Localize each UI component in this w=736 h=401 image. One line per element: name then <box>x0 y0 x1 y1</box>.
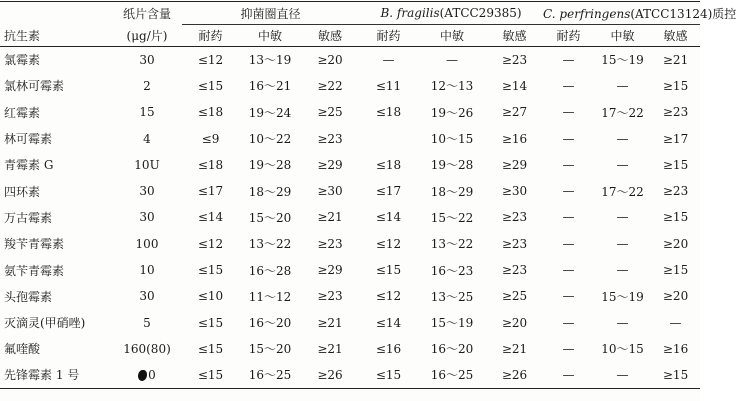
intermediate-value: 18～29 <box>248 184 292 199</box>
c-perfringens-sensitive: — <box>669 315 682 330</box>
intermediate-value: 16～28 <box>248 263 292 278</box>
resistant-value: ≤18 <box>197 105 224 120</box>
resistant-value: ≤12 <box>197 52 224 67</box>
header-resistant: 耐药 <box>543 25 594 47</box>
c-perfringens-resistant: — <box>562 263 575 278</box>
b-fragilis-sensitive: ≥20 <box>501 315 528 330</box>
antibiotic-name: 氯林可霉素 <box>4 79 65 94</box>
c-perfringens-sensitive: ≥17 <box>662 131 689 146</box>
c-perfringens-intermediate: 17～22 <box>601 184 644 199</box>
b-fragilis-resistant: ≤17 <box>375 184 402 199</box>
header-intermediate: 中敏 <box>239 25 301 47</box>
intermediate-value: 19～24 <box>248 105 292 120</box>
c-perfringens-sensitive: ≥16 <box>662 341 689 356</box>
b-fragilis-intermediate: 10～15 <box>430 132 474 147</box>
disk-dose: 5 <box>143 315 151 330</box>
c-perfringens-strain: (ATCC13124)质控 <box>630 6 736 21</box>
disk-dose: 30 <box>139 289 155 304</box>
c-perfringens-sensitive: ≥23 <box>662 105 689 120</box>
b-fragilis-intermediate: 13～25 <box>430 289 474 304</box>
intermediate-value: 16～21 <box>248 79 292 94</box>
resistant-value: ≤15 <box>197 78 224 93</box>
header-disk-content: 纸片含量 <box>122 6 171 21</box>
header-disk-unit: (μg/片) <box>112 25 182 47</box>
intermediate-value: 19～28 <box>248 158 292 173</box>
b-fragilis-intermediate: 16～25 <box>418 362 486 388</box>
header-intermediate: 中敏 <box>418 25 486 47</box>
b-fragilis-resistant: ≤14 <box>375 315 402 330</box>
sensitive-value: ≥21 <box>317 315 343 330</box>
header-group-c-perfringens <box>543 2 736 25</box>
ink-stain-mark <box>138 370 147 381</box>
b-fragilis-resistant: ≤16 <box>375 341 402 356</box>
c-perfringens-intermediate: — <box>616 131 629 146</box>
b-fragilis-sensitive: ≥27 <box>501 105 528 120</box>
resistant-value: ≤14 <box>197 210 224 225</box>
header-row-2 <box>0 25 700 47</box>
antibiotic-breakpoint-table <box>0 1 736 389</box>
header-sensitive: 敏感 <box>651 25 700 47</box>
b-fragilis-sensitive: ≥16 <box>501 131 528 146</box>
c-perfringens-resistant: — <box>562 289 575 304</box>
table-row <box>0 309 700 335</box>
c-perfringens-sensitive: ≥15 <box>662 157 689 172</box>
b-fragilis-resistant: ≤15 <box>375 263 402 278</box>
sensitive-value: ≥23 <box>317 236 343 251</box>
b-fragilis-resistant: ≤11 <box>375 78 402 93</box>
table-row <box>0 283 700 309</box>
sensitive-value: ≥26 <box>301 362 359 388</box>
b-fragilis-resistant: ≤12 <box>375 289 402 304</box>
b-fragilis-sensitive: ≥23 <box>501 263 528 278</box>
antibiotic-name: 灭滴灵(甲硝唑) <box>4 316 86 331</box>
b-fragilis-intermediate: — <box>446 52 459 67</box>
table-row <box>0 152 700 178</box>
b-fragilis-sensitive: ≥26 <box>486 362 543 388</box>
antibiotic-name: 青霉素 G <box>4 158 54 173</box>
table-row <box>0 231 700 257</box>
c-perfringens-intermediate: — <box>616 263 629 278</box>
table-row <box>0 125 700 151</box>
c-perfringens-sensitive: ≥23 <box>662 184 689 199</box>
table-row <box>0 99 700 125</box>
b-fragilis-sensitive: ≥23 <box>501 210 528 225</box>
sensitive-value: ≥22 <box>317 78 343 93</box>
header-intermediate: 中敏 <box>594 25 651 47</box>
c-perfringens-intermediate: — <box>616 78 629 93</box>
resistant-value: ≤10 <box>197 289 224 304</box>
table-row <box>0 73 700 99</box>
header-antibiotic-spacer <box>0 2 112 25</box>
c-perfringens-intermediate: — <box>616 157 629 172</box>
header-group-zone-diameter: 抑菌圈直径 <box>182 2 359 25</box>
antibiotic-name: 羧苄青霉素 <box>4 237 65 252</box>
b-fragilis-sensitive: ≥14 <box>501 78 528 93</box>
antibiotic-name: 氯霉素 <box>4 53 41 68</box>
intermediate-value: 13～22 <box>248 237 292 252</box>
disk-dose-value: 0 <box>148 367 156 382</box>
sensitive-value: ≥30 <box>317 184 343 199</box>
antibiotic-name: 林可霉素 <box>4 132 53 147</box>
header-resistant: 耐药 <box>182 25 239 47</box>
b-fragilis-resistant: ≤18 <box>375 157 402 172</box>
disk-dose: 100 <box>135 236 159 251</box>
header-row-1 <box>0 2 700 25</box>
intermediate-value: 10～22 <box>248 132 292 147</box>
c-perfringens-resistant: — <box>562 184 575 199</box>
c-perfringens-resistant: — <box>562 157 575 172</box>
c-perfringens-sensitive: ≥15 <box>651 362 700 388</box>
b-fragilis-sensitive: ≥30 <box>501 184 528 199</box>
table-row <box>0 178 700 204</box>
c-perfringens-resistant: — <box>562 78 575 93</box>
b-fragilis-resistant <box>359 125 418 151</box>
intermediate-value: 16～20 <box>248 316 292 331</box>
antibiotic-name: 氟喹酸 <box>4 342 41 357</box>
b-fragilis-sensitive: ≥25 <box>501 289 528 304</box>
intermediate-value: 11～12 <box>248 289 292 304</box>
sensitive-value: ≥25 <box>317 105 343 120</box>
c-perfringens-resistant: — <box>562 315 575 330</box>
c-perfringens-sensitive: ≥15 <box>662 210 689 225</box>
disk-dose: 160(80) <box>123 341 171 356</box>
resistant-value: ≤15 <box>197 263 224 278</box>
b-fragilis-intermediate: 19～28 <box>430 158 474 173</box>
disk-dose: 30 <box>139 210 155 225</box>
b-fragilis-intermediate: 16～23 <box>430 263 474 278</box>
sensitive-value: ≥21 <box>317 341 343 356</box>
disk-dose: 30 <box>139 52 155 67</box>
sensitive-value: ≥23 <box>317 289 343 304</box>
c-perfringens-name: C. perfringens <box>543 6 631 21</box>
table-row <box>0 336 700 362</box>
b-fragilis-resistant: ≤15 <box>359 362 418 388</box>
resistant-value: ≤15 <box>182 362 239 388</box>
c-perfringens-resistant: — <box>543 362 594 388</box>
header-resistant: 耐药 <box>359 25 418 47</box>
disk-dose <box>112 362 182 388</box>
b-fragilis-intermediate: 13～22 <box>430 237 474 252</box>
antibiotic-name: 万古霉素 <box>4 210 53 225</box>
c-perfringens-intermediate: 15～19 <box>601 289 644 304</box>
intermediate-value: 15～20 <box>248 210 292 225</box>
c-perfringens-intermediate: — <box>616 210 629 225</box>
resistant-value: ≤12 <box>197 236 224 251</box>
antibiotic-name: 红霉素 <box>4 105 41 120</box>
c-perfringens-sensitive: ≥21 <box>662 52 689 67</box>
header-group-b-fragilis <box>359 2 543 25</box>
c-perfringens-resistant: — <box>562 341 575 356</box>
c-perfringens-intermediate: — <box>616 315 629 330</box>
c-perfringens-intermediate: 17～22 <box>601 105 644 120</box>
antibiotic-name: 先锋霉素 1 号 <box>0 362 112 388</box>
sensitive-value: ≥29 <box>317 157 343 172</box>
table-row <box>0 47 700 73</box>
header-sensitive: 敏感 <box>301 25 359 47</box>
intermediate-value: 15～20 <box>248 342 292 357</box>
resistant-value: ≤18 <box>197 157 224 172</box>
b-fragilis-strain: (ATCC29385) <box>439 6 522 20</box>
table-row <box>0 362 700 388</box>
b-fragilis-resistant: ≤12 <box>375 236 402 251</box>
header-sensitive: 敏感 <box>486 25 543 47</box>
disk-dose: 4 <box>143 131 151 146</box>
antibiotic-name: 氨苄青霉素 <box>4 263 65 278</box>
c-perfringens-resistant: — <box>562 210 575 225</box>
c-perfringens-resistant: — <box>562 236 575 251</box>
sensitive-value: ≥21 <box>317 210 343 225</box>
b-fragilis-sensitive: ≥21 <box>501 341 528 356</box>
disk-dose: 10U <box>134 157 160 172</box>
c-perfringens-sensitive: ≥15 <box>662 78 689 93</box>
sensitive-value: ≥23 <box>317 131 343 146</box>
c-perfringens-resistant: — <box>562 52 575 67</box>
disk-dose: 10 <box>139 263 155 278</box>
c-perfringens-sensitive: ≥20 <box>662 289 689 304</box>
b-fragilis-sensitive: ≥29 <box>501 157 528 172</box>
header-antibiotic: 抗生素 <box>0 25 112 47</box>
disk-dose: 15 <box>139 105 155 120</box>
intermediate-value: 13～19 <box>248 53 292 68</box>
b-fragilis-intermediate: 15～19 <box>430 316 474 331</box>
b-fragilis-intermediate: 18～29 <box>430 184 474 199</box>
c-perfringens-resistant: — <box>562 105 575 120</box>
b-fragilis-intermediate: 12～13 <box>430 79 474 94</box>
b-fragilis-resistant: ≤14 <box>375 210 402 225</box>
antibiotic-name: 四环素 <box>4 184 41 199</box>
b-fragilis-resistant: ≤18 <box>375 105 402 120</box>
b-fragilis-intermediate: 19～26 <box>430 105 474 120</box>
c-perfringens-intermediate: 15～19 <box>601 53 644 68</box>
resistant-value: ≤15 <box>197 341 224 356</box>
c-perfringens-intermediate: — <box>594 362 651 388</box>
resistant-value: ≤15 <box>197 315 224 330</box>
b-fragilis-resistant: — <box>382 52 395 67</box>
c-perfringens-sensitive: ≥15 <box>662 263 689 278</box>
b-fragilis-intermediate: 15～22 <box>430 210 474 225</box>
c-perfringens-intermediate: — <box>616 236 629 251</box>
b-fragilis-sensitive: ≥23 <box>501 236 528 251</box>
disk-dose: 30 <box>139 184 155 199</box>
b-fragilis-name: B. fragilis <box>380 6 440 20</box>
antibiotic-name: 头孢霉素 <box>4 289 53 304</box>
sensitive-value: ≥20 <box>317 52 343 67</box>
c-perfringens-intermediate: 10～15 <box>601 342 644 357</box>
resistant-value: ≤17 <box>197 184 224 199</box>
intermediate-value: 16～25 <box>239 362 301 388</box>
disk-dose: 2 <box>143 78 151 93</box>
sensitive-value: ≥29 <box>317 263 343 278</box>
table-row <box>0 257 700 283</box>
c-perfringens-resistant: — <box>562 131 575 146</box>
resistant-value: ≤9 <box>201 131 220 146</box>
table-row <box>0 204 700 230</box>
b-fragilis-sensitive: ≥23 <box>501 52 528 67</box>
b-fragilis-intermediate: 16～20 <box>430 342 474 357</box>
c-perfringens-sensitive: ≥20 <box>662 236 689 251</box>
